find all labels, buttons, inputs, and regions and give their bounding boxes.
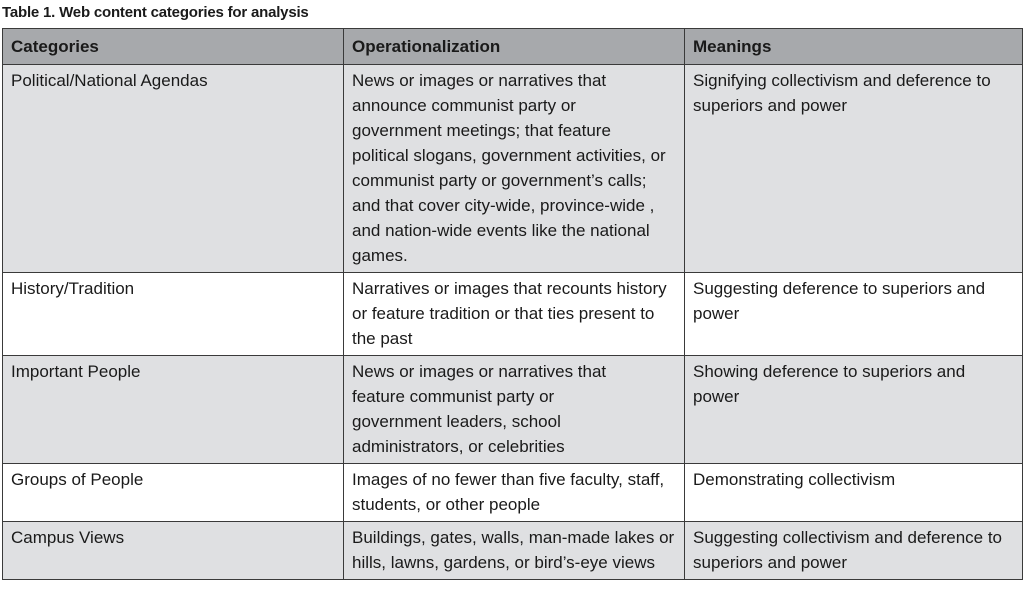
table-row <box>3 464 1023 522</box>
meaning-cell: Demonstrating collectivism <box>685 464 1023 522</box>
meaning-cell: Showing deference to superiors and power <box>685 356 1023 464</box>
category-cell: Campus Views <box>3 522 344 580</box>
column-header-meanings: Meanings <box>685 29 1023 65</box>
operationalization-cell: Buildings, gates, walls, man-made lakes or hills, lawns, gardens, or bird’s-eye views <box>344 522 685 580</box>
column-header-operationalization: Operationalization <box>344 29 685 65</box>
operationalization-cell: News or images or narratives that feature communist party or government leaders, school administrators, or celebrities <box>344 356 685 464</box>
operationalization-cell: Images of no fewer than five faculty, staff, students, or other people <box>344 464 685 522</box>
column-header-categories: Categories <box>3 29 344 65</box>
table-caption: Table 1. Web content categories for analysis <box>2 4 309 21</box>
category-cell: Important People <box>3 356 344 464</box>
operationalization-cell: Narratives or images that recounts history or feature tradition or that ties present to the past <box>344 273 685 356</box>
meaning-cell: Suggesting deference to superiors and power <box>685 273 1023 356</box>
category-cell: Groups of People <box>3 464 344 522</box>
meaning-cell: Suggesting collectivism and deference to superiors and power <box>685 522 1023 580</box>
content-categories-table <box>2 28 1023 580</box>
table-row <box>3 273 1023 356</box>
table-row <box>3 356 1023 464</box>
category-cell: Political/National Agendas <box>3 65 344 273</box>
meaning-cell: Signifying collectivism and deference to superiors and power <box>685 65 1023 273</box>
table-header-row <box>3 29 1023 65</box>
table-row <box>3 522 1023 580</box>
operationalization-cell: News or images or narratives that announce communist party or government meetings; that feature political slogans, government activities, or communist party or government’s calls; and that cover city-wide, province-wide , and nation-wide events like the national games. <box>344 65 685 273</box>
category-cell: History/Tradition <box>3 273 344 356</box>
table-row <box>3 65 1023 273</box>
